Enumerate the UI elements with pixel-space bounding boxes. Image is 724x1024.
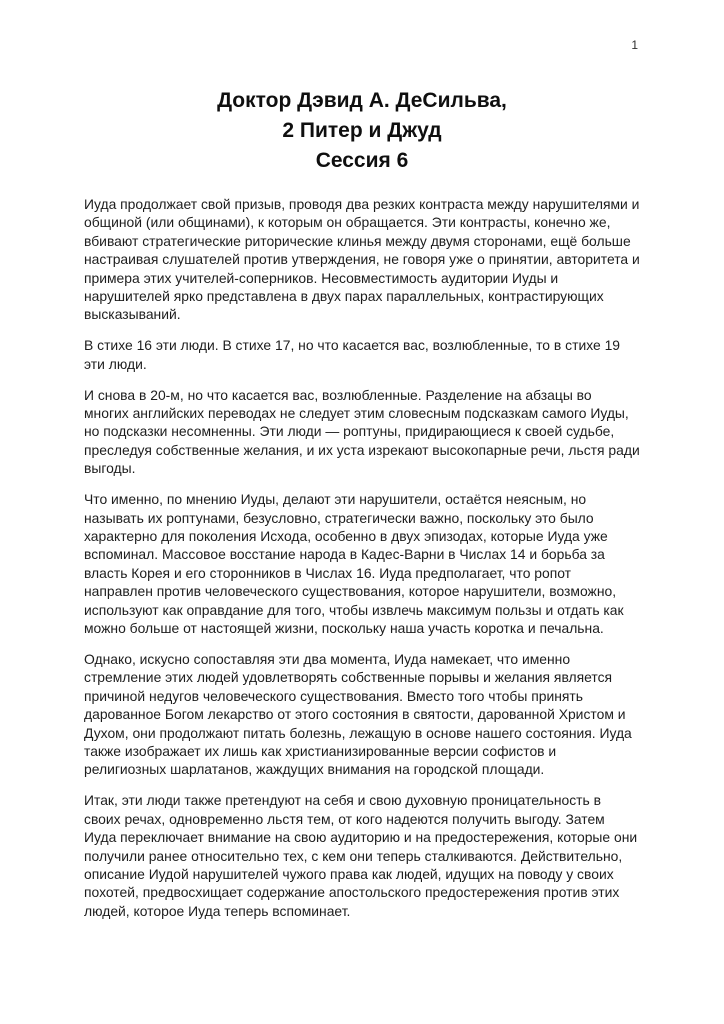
paragraph-3: И снова в 20-м, но что касается вас, возлюбленные. Разделение на абзацы во многих английских переводах не следует этим словесным подсказкам самого Иуды, но подсказки несомненны. Эти люди — роптуны, придирающиеся к своей судьбе, преследуя собственные желания, и их уста изрекают высокопарные речи, льстя ради выгоды. (84, 386, 640, 477)
document-title (0, 0, 724, 176)
paragraph-2: В стихе 16 эти люди. В стихе 17, но что касается вас, возлюбленные, то в стихе 19 эти люди. (84, 337, 621, 372)
title-line-author: Доктор Дэвид А. ДеСильва, (217, 89, 507, 112)
document-body (0, 195, 724, 920)
title-line-book: 2 Питер и Джуд (282, 119, 442, 142)
page-number: 1 (631, 38, 638, 52)
title-line-session: Сессия 6 (315, 149, 409, 172)
paragraph-6: Итак, эти люди также претендуют на себя и свою духовную проницательность в своих речах, одновременно льстя тем, от кого надеются получить выгоду. Затем Иуда переключает внимание на свою аудиторию и на предостережения, которые они получили ранее относительно тех, с кем они теперь сталкиваются. Действительно, описание Иудой нарушителей чужого права как людей, идущих на поводу у своих похотей, предвосхищает содержание апостольского предостережения против этих людей, которое Иуда теперь вспоминает. (84, 792, 638, 919)
paragraph-1: Иуда продолжает свой призыв, проводя два резких контраста между нарушителями и общиной (или общинами), к которым он обращается. Эти контрасты, конечно же, вбивают стратегические риторические клинья между двумя сторонами, ещё больше настраивая слушателей против утверждения, не говоря уже о принятии, авторитета и примера этих учителей-соперников. Несовместимость аудитории Иуды и нарушителей ярко представлена в двух парах параллельных, контрастирующих высказываний. (84, 196, 640, 323)
paragraph-5: Однако, искусно сопоставляя эти два момента, Иуда намекает, что именно стремление этих людей удовлетворять собственные порывы и желания является причиной недугов человеческого существования. Вместо того чтобы принять дарованное Богом лекарство от этого состояния в святости, дарованной Христом и Духом, они продолжают питать болезнь, лежащую в основе нашего состояния. Иуда также изображает их лишь как христианизированные версии софистов и религиозных шарлатанов, жаждущих внимания на городской площади. (84, 650, 632, 778)
paragraph-4: Что именно, по мнению Иуды, делают эти нарушители, остаётся неясным, но называть их роптунами, безусловно, стратегически важно, поскольку это было характерно для поколения Исхода, особенно в двух эпизодах, которые Иуда уже вспоминал. Массовое восстание народа в Кадес-Варни в Числах 14 и борьба за власть Корея и его сторонников в Числах 16. Иуда предполагает, что ропот направлен против человеческого существования, которое нарушители, возможно, используют как оправдание для того, чтобы извлечь максимум пользы и отдать как можно больше от настоящей жизни, поскольку наша участь коротка и печальна. (84, 491, 624, 637)
